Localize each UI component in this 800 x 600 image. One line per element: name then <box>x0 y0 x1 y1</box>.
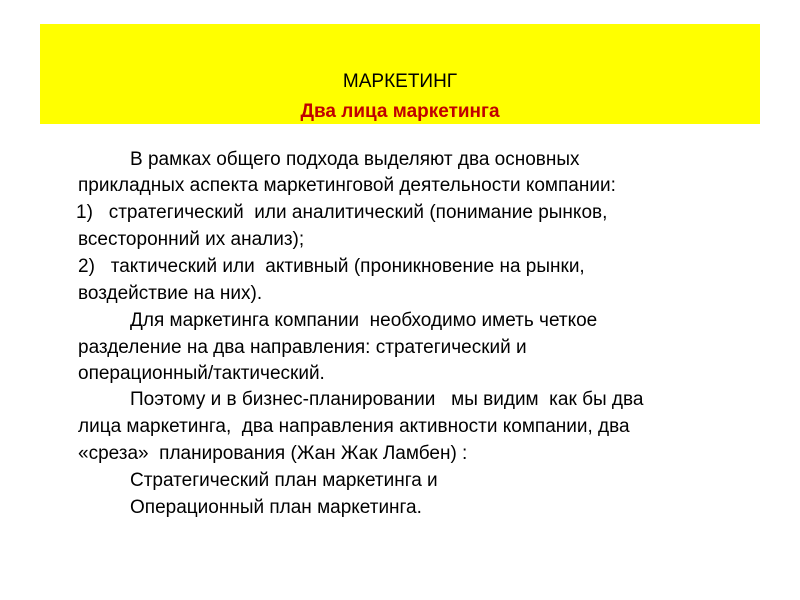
body-line: разделение на два направления: стратегический и <box>78 337 527 358</box>
body-line: операционный/тактический. <box>78 363 325 384</box>
list-item-2: 2) тактический или активный (проникновение на рынки, <box>78 256 585 277</box>
slide-title: МАРКЕТИНГ <box>342 71 458 92</box>
body-line: В рамках общего подхода выделяют два основных <box>130 149 580 170</box>
list-item-1: 1) стратегический или аналитический (понимание рынков, <box>76 202 608 223</box>
body-line: Поэтому и в бизнес-планировании мы видим как бы два <box>130 389 644 410</box>
body-line: лица маркетинга, два направления активности компании, два <box>78 416 630 437</box>
body-line: всесторонний их анализ); <box>78 229 305 250</box>
body-line: Стратегический план маркетинга и <box>130 470 438 491</box>
body-line: «среза» планирования (Жан Жак Ламбен) : <box>78 443 468 464</box>
slide-subtitle: Два лица маркетинга <box>300 101 500 122</box>
body-line: Для маркетинга компании необходимо иметь четкое <box>130 310 598 331</box>
body-line: прикладных аспекта маркетинговой деятельности компании: <box>78 175 616 196</box>
body-line: Операционный план маркетинга. <box>130 497 422 518</box>
body-line: воздействие на них). <box>78 283 263 304</box>
